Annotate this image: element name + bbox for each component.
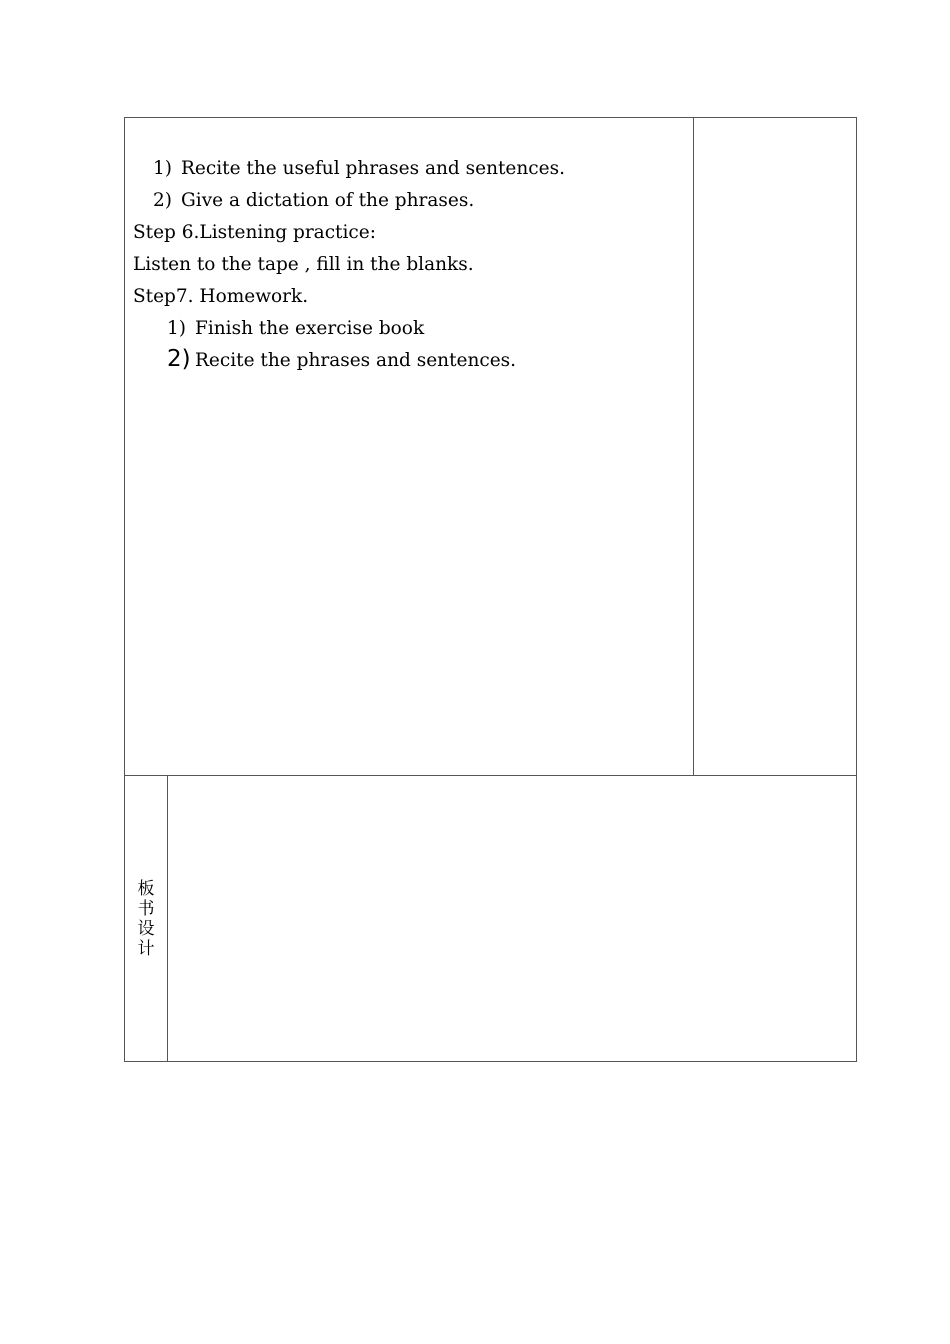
- list-number: 1): [167, 318, 186, 339]
- lesson-steps-cell: [125, 118, 694, 775]
- notes-cell: [694, 118, 856, 775]
- homework-line-recite: [167, 347, 516, 373]
- step-heading-listening: [133, 221, 376, 245]
- list-text: Recite the phrases and sentences.: [195, 350, 517, 371]
- label-char: 计: [137, 939, 155, 959]
- step-heading-text: Step 6.Listening practice:: [133, 222, 376, 243]
- step-line-dictation: [153, 189, 474, 213]
- step-heading-text: Step7. Homework.: [133, 286, 309, 307]
- list-number: 2): [153, 190, 172, 211]
- board-design-label-cell: [125, 776, 168, 1061]
- board-design-content-cell: [168, 776, 856, 1061]
- list-text: Finish the exercise book: [195, 318, 425, 339]
- label-char: 书: [137, 899, 155, 919]
- step-line-recite-phrases: [153, 157, 565, 181]
- list-text: Recite the useful phrases and sentences.: [181, 158, 565, 179]
- list-text: Give a dictation of the phrases.: [181, 190, 475, 211]
- list-number: 2): [167, 346, 191, 372]
- lesson-steps-table: [124, 117, 857, 776]
- step-line-listen-tape: [133, 253, 474, 277]
- list-number: 1): [153, 158, 172, 179]
- label-char: 设: [137, 919, 155, 939]
- board-design-label: [125, 879, 167, 959]
- step-text: Listen to the tape , fill in the blanks.: [133, 254, 474, 275]
- homework-line-exercise-book: [167, 317, 424, 341]
- label-char: 板: [137, 879, 155, 899]
- board-design-table: [124, 775, 857, 1062]
- step-heading-homework: [133, 285, 308, 309]
